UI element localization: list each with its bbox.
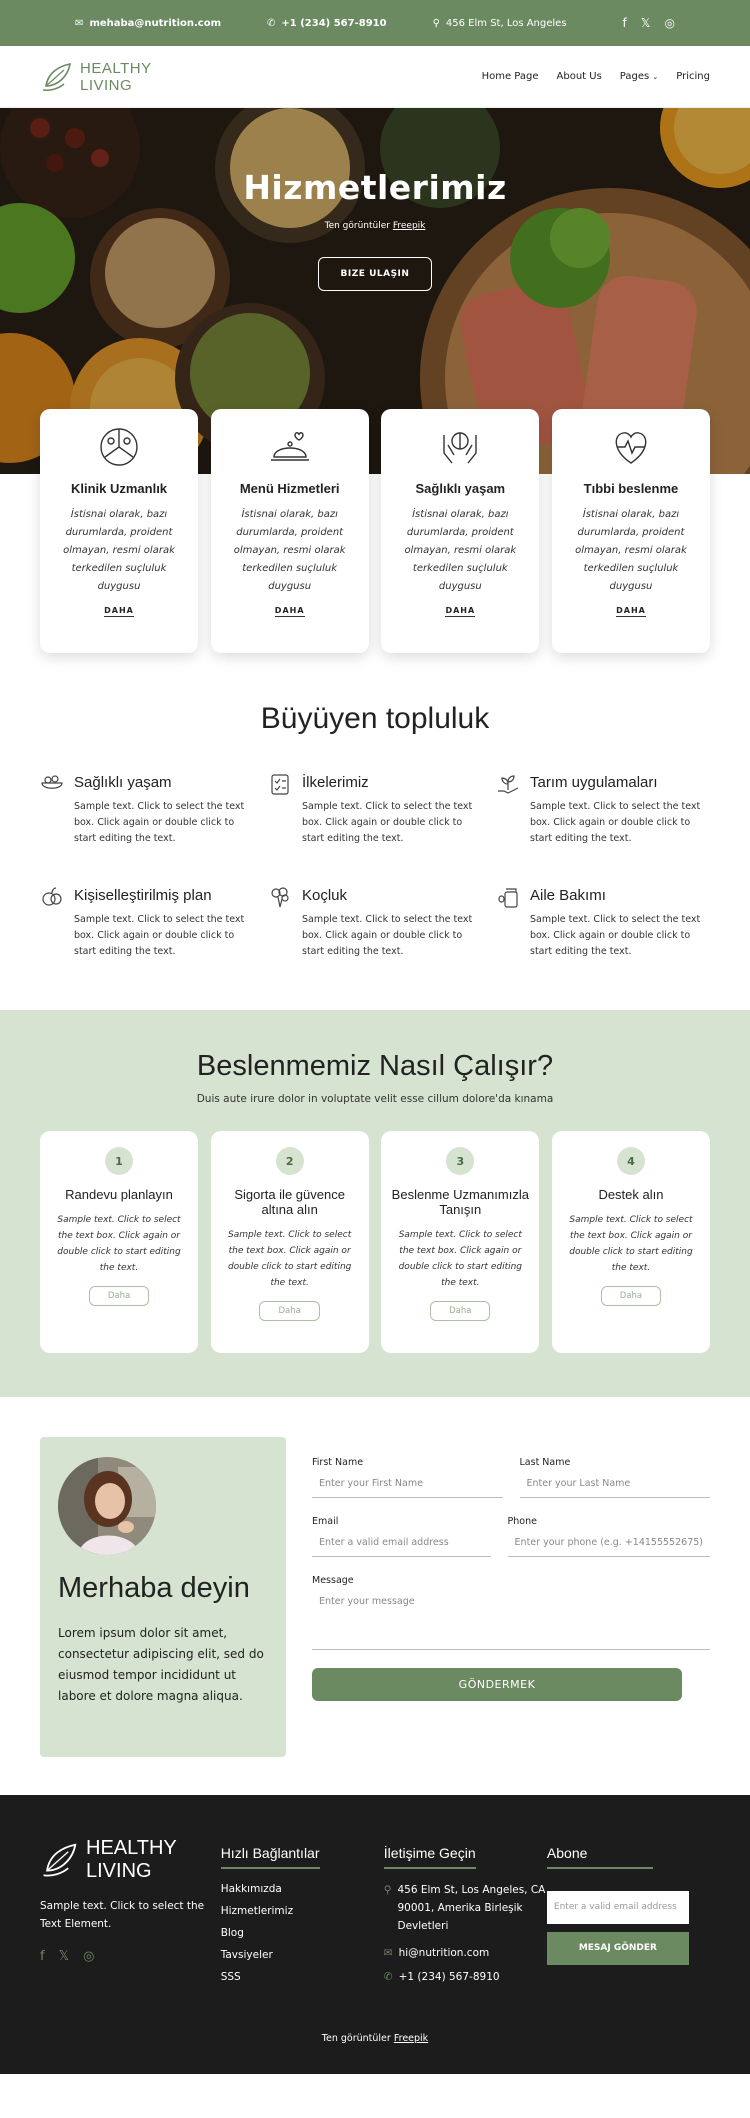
footer-link-testimonials[interactable]: Tavsiyeler	[220, 1949, 273, 1961]
phone-icon: ✆	[383, 1971, 393, 1983]
step-title: Beslenme Uzmanımızla Tanışın	[391, 1187, 529, 1217]
service-card	[211, 409, 369, 653]
footer-contact	[384, 1837, 547, 1993]
freepik-link[interactable]: Freepik	[392, 221, 426, 231]
footer-credit: Ten görüntüler Freepik	[321, 2033, 429, 2044]
topbar-address: ⚲ 456 Elm St, Los Angeles	[432, 17, 567, 29]
footer-phone[interactable]: ✆ +1 (234) 567-8910	[383, 1971, 500, 1983]
footer-brand	[40, 1837, 221, 1993]
avatar	[58, 1457, 156, 1555]
logo-line2: LIVING	[80, 76, 133, 94]
service-title: Tıbbi beslenme	[583, 481, 679, 496]
feature-item	[40, 772, 268, 847]
step-card	[381, 1131, 539, 1353]
service-desc: İstisnai olarak, bazı durumlarda, proident olmayan, resmi olarak terkedilen suçluluk duygusu	[404, 509, 517, 592]
step-title: Randevu planlayın	[65, 1187, 173, 1202]
footer-email[interactable]: ✉ hi@nutrition.com	[383, 1947, 490, 1959]
service-more-link[interactable]: DAHA	[616, 606, 646, 615]
feature-title: Aile Bakımı	[530, 887, 606, 904]
heart-apple-icon	[609, 425, 653, 469]
community-section	[0, 654, 750, 1010]
chevron-down-icon: ⌄	[652, 73, 659, 81]
footer-desc: Sample text. Click to select the Text Element.	[40, 1900, 205, 1930]
feature-text: Sample text. Click to select the text box. Click again or double click to start editing the text.	[530, 914, 701, 957]
footer-link-services[interactable]: Hizmetlerimiz	[220, 1905, 294, 1917]
footer-freepik-link[interactable]: Freepik	[393, 2033, 429, 2044]
step-number: 3	[446, 1147, 474, 1175]
main-nav	[482, 71, 710, 82]
step-more-button[interactable]: Daha	[259, 1301, 319, 1321]
step-card	[211, 1131, 369, 1353]
feature-title: İlkelerimiz	[302, 774, 369, 791]
logo[interactable]	[40, 60, 152, 94]
topbar-social	[623, 16, 675, 30]
footer-links	[221, 1837, 384, 1993]
nav-pages[interactable]: Pages ⌄	[619, 71, 659, 82]
first-name-label: First Name	[312, 1457, 364, 1468]
how-title: Beslenmemiz Nasıl Çalışır?	[196, 1050, 554, 1082]
feature-item	[496, 772, 724, 847]
service-more-link[interactable]: DAHA	[274, 606, 305, 615]
step-card	[552, 1131, 710, 1353]
how-subtitle: Duis aute irure dolor in voluptate velit esse cillum dolore'da kınama	[196, 1093, 554, 1105]
nav-home[interactable]: Home Page	[481, 71, 539, 82]
service-card	[381, 409, 539, 653]
last-name-label: Last Name	[519, 1457, 571, 1468]
feature-title: Koçluk	[302, 887, 348, 904]
footer-subscribe-title: Abone	[547, 1845, 653, 1869]
footer-link-about[interactable]: Hakkımızda	[220, 1883, 282, 1895]
service-card	[552, 409, 710, 653]
footer-logo-line1: HEALTHY	[86, 1837, 177, 1859]
email-label: Email	[312, 1516, 339, 1527]
hands-brain-icon	[438, 425, 482, 469]
feature-text: Sample text. Click to select the text box. Click again or double click to start editing the text.	[302, 914, 473, 957]
phone-field[interactable]: Enter your phone (e.g. +14155552675)	[508, 1529, 710, 1557]
step-more-button[interactable]: Daha	[89, 1286, 149, 1306]
footer-link-faq[interactable]: SSS	[220, 1971, 241, 1983]
contact-section	[0, 1397, 750, 1795]
location-pin-icon: ⚲	[432, 17, 440, 29]
bowl-icon	[40, 772, 64, 796]
contact-us-button[interactable]: BIZE ULAŞIN	[318, 257, 433, 291]
facebook-icon[interactable]: f	[40, 1949, 45, 1964]
greeting-card	[40, 1437, 286, 1757]
plate-icon	[97, 425, 141, 469]
broccoli-icon	[268, 885, 292, 909]
step-number: 1	[105, 1147, 133, 1175]
feature-text: Sample text. Click to select the text box. Click again or double click to start editing the text.	[302, 801, 473, 844]
cloche-heart-icon	[268, 425, 312, 469]
service-card	[40, 409, 198, 653]
hero-credit: Ten görüntüler Freepik	[324, 221, 426, 231]
fruit-icon	[40, 885, 64, 909]
service-title: Klinik Uzmanlık	[70, 481, 168, 496]
email-field[interactable]: Enter a valid email address	[312, 1529, 491, 1557]
feature-text: Sample text. Click to select the text box. Click again or double click to start editing the text.	[530, 801, 701, 844]
facebook-icon[interactable]: f	[622, 16, 627, 30]
location-pin-icon: ⚲	[383, 1884, 392, 1896]
step-text: Sample text. Click to select the text box. Click again or double click to start editing the text.	[57, 1215, 181, 1273]
envelope-icon: ✉	[383, 1947, 393, 1959]
jar-icon	[496, 885, 520, 909]
footer-links-title: Hızlı Bağlantılar	[221, 1845, 320, 1869]
step-title: Destek alın	[598, 1187, 664, 1202]
phone-label: Phone	[507, 1516, 537, 1527]
step-card	[40, 1131, 198, 1353]
footer-social	[40, 1949, 221, 1964]
service-more-link[interactable]: DAHA	[445, 606, 476, 615]
leaf-hand-logo-icon	[40, 1839, 80, 1881]
footer-link-blog[interactable]: Blog	[220, 1927, 244, 1939]
feature-title: Sağlıklı yaşam	[74, 774, 172, 791]
feature-item	[268, 772, 496, 847]
step-text: Sample text. Click to select the text box. Click again or double click to start editing the text.	[227, 1230, 352, 1288]
footer-logo-line2: LIVING	[86, 1860, 152, 1882]
subscribe-button[interactable]: MESAJ GÖNDER	[547, 1932, 689, 1965]
feature-item	[268, 885, 496, 960]
instagram-icon[interactable]: ◎	[664, 16, 675, 30]
phone-icon: ✆	[267, 17, 276, 29]
footer	[0, 1795, 750, 2074]
x-icon[interactable]: 𝕏	[58, 1949, 70, 1964]
logo-line1: HEALTHY	[80, 59, 152, 77]
step-more-button[interactable]: Daha	[430, 1301, 490, 1321]
subscribe-email-field[interactable]: Enter a valid email address	[547, 1891, 689, 1924]
step-more-button[interactable]: Daha	[601, 1286, 661, 1306]
service-title: Sağlıklı yaşam	[415, 481, 506, 496]
submit-button[interactable]: GÖNDERMEK	[312, 1668, 682, 1701]
service-desc: İstisnai olarak, bazı durumlarda, proident olmayan, resmi olarak terkedilen suçluluk duygusu	[575, 509, 687, 592]
hero-title: Hizmetlerimiz	[243, 168, 507, 207]
community-title: Büyüyen topluluk	[260, 702, 490, 735]
step-title: Sigorta ile güvence altına alın	[234, 1187, 345, 1217]
step-number: 2	[276, 1147, 304, 1175]
feature-item	[40, 885, 268, 960]
first-name-field[interactable]: Enter your First Name	[312, 1470, 503, 1498]
topbar-phone[interactable]: ✆ +1 (234) 567-8910	[267, 17, 387, 29]
checklist-icon	[268, 772, 292, 796]
envelope-icon: ✉	[75, 17, 84, 29]
step-text: Sample text. Click to select the text box. Click again or double click to start editing the text.	[569, 1215, 693, 1273]
instagram-icon[interactable]: ◎	[83, 1949, 95, 1964]
service-desc: İstisnai olarak, bazı durumlarda, proident olmayan, resmi olarak terkedilen suçluluk duygusu	[63, 509, 175, 592]
topbar-email[interactable]: ✉ mehaba@nutrition.com	[75, 17, 222, 29]
step-number: 4	[617, 1147, 645, 1175]
feature-title: Tarım uygulamaları	[530, 774, 658, 791]
feature-text: Sample text. Click to select the text box. Click again or double click to start editing the text.	[74, 914, 245, 957]
footer-contact-title: İletişime Geçin	[384, 1845, 476, 1869]
sprout-hand-icon	[496, 772, 520, 796]
nav-pricing[interactable]: Pricing	[676, 71, 710, 82]
footer-logo[interactable]	[40, 1837, 221, 1883]
footer-address: ⚲ 456 Elm St, Los Angeles, CA 90001, Amerika Birleşik Devletleri	[384, 1881, 547, 1935]
contact-form	[312, 1437, 710, 1757]
service-desc: İstisnai olarak, bazı durumlarda, proident olmayan, resmi olarak terkedilen suçluluk duygusu	[233, 509, 346, 592]
hero-content	[0, 168, 750, 291]
footer-subscribe	[547, 1837, 710, 1993]
feature-text: Sample text. Click to select the text box. Click again or double click to start editing the text.	[74, 801, 245, 844]
last-name-field[interactable]: Enter your Last Name	[520, 1470, 711, 1498]
greeting-title: Merhaba deyin	[58, 1572, 250, 1604]
leaf-hand-logo-icon	[40, 60, 74, 94]
how-it-works-section	[0, 1010, 750, 1397]
services-section	[0, 474, 750, 654]
greeting-text: Lorem ipsum dolor sit amet, consectetur adipiscing elit, sed do eiusmod tempor incididunt ut labore et dolore magna aliqua.	[58, 1626, 264, 1703]
step-text: Sample text. Click to select the text box. Click again or double click to start editing the text.	[398, 1230, 523, 1288]
message-field[interactable]: Enter your message	[312, 1588, 710, 1650]
service-more-link[interactable]: DAHA	[104, 606, 134, 615]
nav-about[interactable]: About Us	[556, 71, 602, 82]
feature-title: Kişiselleştirilmiş plan	[74, 887, 212, 904]
header	[0, 46, 750, 108]
top-bar	[0, 0, 750, 46]
x-icon[interactable]: 𝕏	[640, 16, 651, 30]
feature-item	[496, 885, 724, 960]
message-label: Message	[312, 1575, 354, 1586]
service-title: Menü Hizmetleri	[239, 481, 340, 496]
